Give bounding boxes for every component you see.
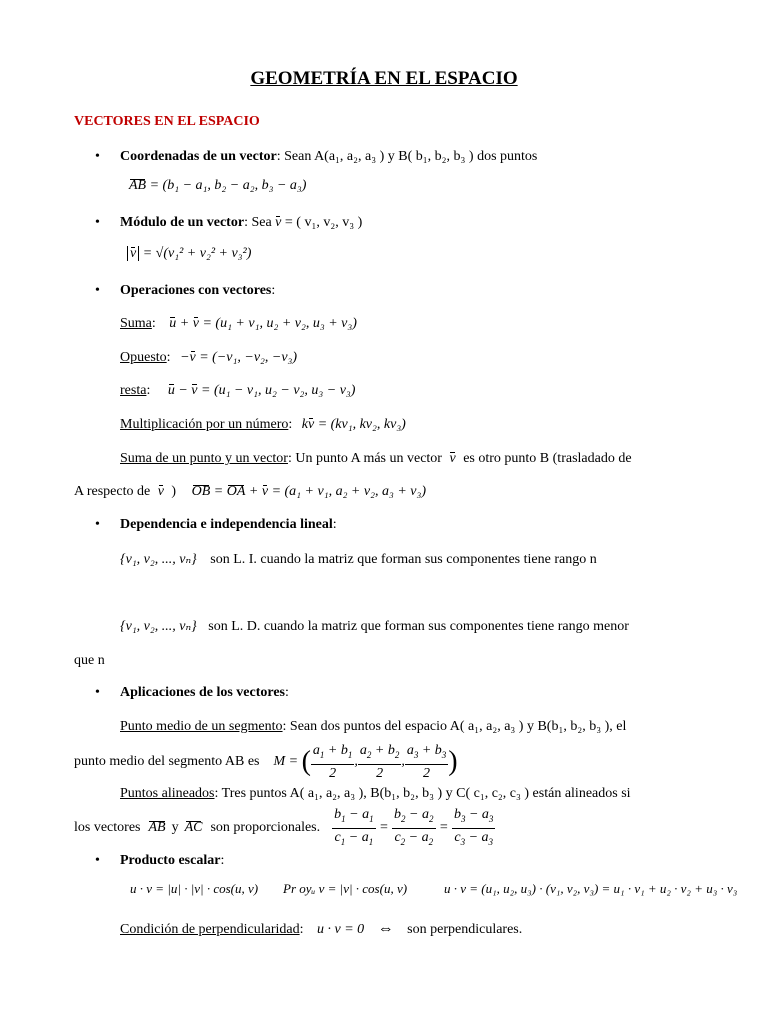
opuesto-formula: = (−v₁, −v₂, −v₃): [199, 350, 298, 365]
punto-line-2: A respecto de v ) OB = OA + v = (a₁ + v₁, a₂ + v₂, a₃ + v₃): [74, 484, 427, 499]
bullet: •: [95, 283, 100, 298]
opuesto-label: Opuesto: [120, 350, 167, 365]
perpendicularidad-line: Condición de perpendicularidad: u · v = 0 ⇔ son perpendiculares.: [120, 920, 523, 937]
opuesto-line: Opuesto: −v = (−v₁, −v₂, −v₃): [120, 350, 298, 365]
punto-medio-line-2: punto medio del segmento AB es M = ( $\frac{a_1 + b_1}{2}$ , $\frac{a_2 + b_2}{2}$ , $\frac{a_3 + b_3}{2}$ ): [74, 743, 458, 781]
punto-medio-formula: M = ( $\frac{a_1 + b_1}{2}$ , $\frac{a_2 + b_2}{2}$ , $\frac{a_3 + b_3}{2}$ ): [273, 743, 458, 781]
mult-formula: = (kv₁, kv₂, kv₃): [317, 417, 406, 432]
perpendicularidad-label: Condición de perpendicularidad: [120, 922, 300, 937]
bullet: •: [95, 149, 100, 164]
coordenadas-label: Coordenadas de un vector: [120, 149, 277, 164]
modulo-text-pre: : Sea: [244, 215, 272, 230]
producto-line: Producto escalar:: [120, 853, 225, 868]
modulo-label: Módulo de un vector: [120, 215, 245, 230]
producto-label: Producto escalar: [120, 853, 221, 868]
aplicaciones-label: Aplicaciones de los vectores: [120, 685, 285, 700]
producto-formula-3: u · v = (u₁, u₂, u₃) · (v₁, v₂, v₃) = u₁ · v₁ + u₂ · v₂ + u₃ · v₃: [444, 881, 738, 896]
resta-label: resta: [120, 383, 147, 398]
bullet: •: [95, 853, 100, 868]
coordenadas-text: : Sean A(a₁, a₂, a₃ ) y B( b₁, b₂, b₃ ) dos puntos: [276, 149, 538, 164]
ld-line: [120, 618, 629, 635]
resta-formula: = (u₁ − v₁, u₂ − v₂, u₃ − v₃): [201, 383, 356, 398]
bullet: •: [95, 215, 100, 230]
vector-set: {v₁, v₂, ..., vₙ}: [120, 552, 197, 567]
producto-formula-2: Pr oyᵤ v = |v| · cos(u, v): [283, 881, 408, 896]
bullet: •: [95, 517, 100, 532]
page-title: GEOMETRÍA EN EL ESPACIO: [250, 68, 518, 89]
suma-label: Suma: [120, 316, 152, 331]
perpendicularidad-formula: u · v = 0: [317, 922, 365, 937]
dependencia-line: Dependencia e independencia lineal:: [120, 517, 337, 532]
producto-formula-1: u · v = |u| · |v| · cos(u, v): [130, 881, 259, 896]
puntos-alineados-line-2: los vectores AB y AC son proporcionales. $\frac{b_1 - a_1}{c_1 - a_1}$ = $\frac{b_2 - a_2}{c_2 - a_2}$ = $\frac{b_3 - a_3}{c_3 - a_3}$: [74, 809, 495, 847]
mult-line: Multiplicación por un número: kv = (kv₁, kv₂, kv₃): [120, 417, 406, 432]
perpendicularidad-text: son perpendiculares.: [407, 922, 523, 937]
coordenadas-formula: [129, 178, 306, 194]
punto-line: Suma de un punto y un vector: Un punto A más un vector v es otro punto B (trasladado de: [120, 451, 632, 466]
modulo-line: [120, 215, 362, 231]
operaciones-label: Operaciones con vectores: [120, 283, 272, 298]
dependencia-label: Dependencia e independencia lineal: [120, 517, 333, 532]
section-heading: VECTORES EN EL ESPACIO: [74, 114, 260, 129]
puntos-alineados-formula: $\frac{b_1 - a_1}{c_1 - a_1}$ = $\frac{b_2 - a_2}{c_2 - a_2}$ = $\frac{b_3 - a_3}{c_3 - a_3}$: [334, 806, 494, 847]
punto-label: Suma de un punto y un vector: [120, 451, 288, 466]
resta-line: resta: u − v = (u₁ − v₁, u₂ − v₂, u₃ − v₃): [120, 383, 356, 398]
punto-medio-label: Punto medio de un segmento: [120, 719, 283, 734]
modulo-text-post: = ( v₁, v₂, v₃ ): [284, 215, 363, 230]
vector-set: {v₁, v₂, ..., vₙ}: [120, 619, 197, 634]
bullet: •: [95, 685, 100, 700]
iff-symbol: ⇔: [377, 920, 394, 937]
suma-formula: = (u₁ + v₁, u₂ + v₂, u₃ + v₃): [202, 316, 357, 331]
coordenadas-formula-rhs: = (b₁ − a₁, b₂ − a₂, b₃ − a₃): [149, 178, 307, 193]
ld-cont: que n: [74, 653, 105, 668]
mult-label: Multiplicación por un número: [120, 417, 289, 432]
puntos-alineados-line: Puntos alineados: Tres puntos A( a₁, a₂, a₃ ), B(b₁, b₂, b₃ ) y C( c₁, c₂, c₃ ) están alineados si: [120, 786, 631, 801]
puntos-alineados-label: Puntos alineados: [120, 786, 215, 801]
punto-formula: = (a₁ + v₁, a₂ + v₂, a₃ + v₃): [271, 484, 427, 499]
modulo-formula-rhs: = √(v₁² + v₂² + v₃²): [142, 246, 252, 261]
suma-line: Suma: u + v = (u₁ + v₁, u₂ + v₂, u₃ + v₃): [120, 316, 357, 331]
coordenadas-line: [120, 149, 537, 165]
modulo-formula: v = √(v₁² + v₂² + v₃²): [127, 246, 251, 262]
vector-v: v: [275, 215, 282, 230]
ld-text: son L. D. cuando la matriz que forman sus componentes tiene rango menor: [208, 619, 629, 634]
li-text: son L. I. cuando la matriz que forman sus componentes tiene rango n: [210, 552, 597, 567]
li-line: [120, 551, 597, 568]
operaciones-line: Operaciones con vectores:: [120, 283, 276, 298]
punto-medio-line: Punto medio de un segmento: Sean dos puntos del espacio A( a₁, a₂, a₃ ) y B(b₁, b₂, b₃ ), el: [120, 719, 627, 734]
vector-ab: AB: [129, 178, 147, 193]
aplicaciones-line: Aplicaciones de los vectores:: [120, 685, 289, 700]
